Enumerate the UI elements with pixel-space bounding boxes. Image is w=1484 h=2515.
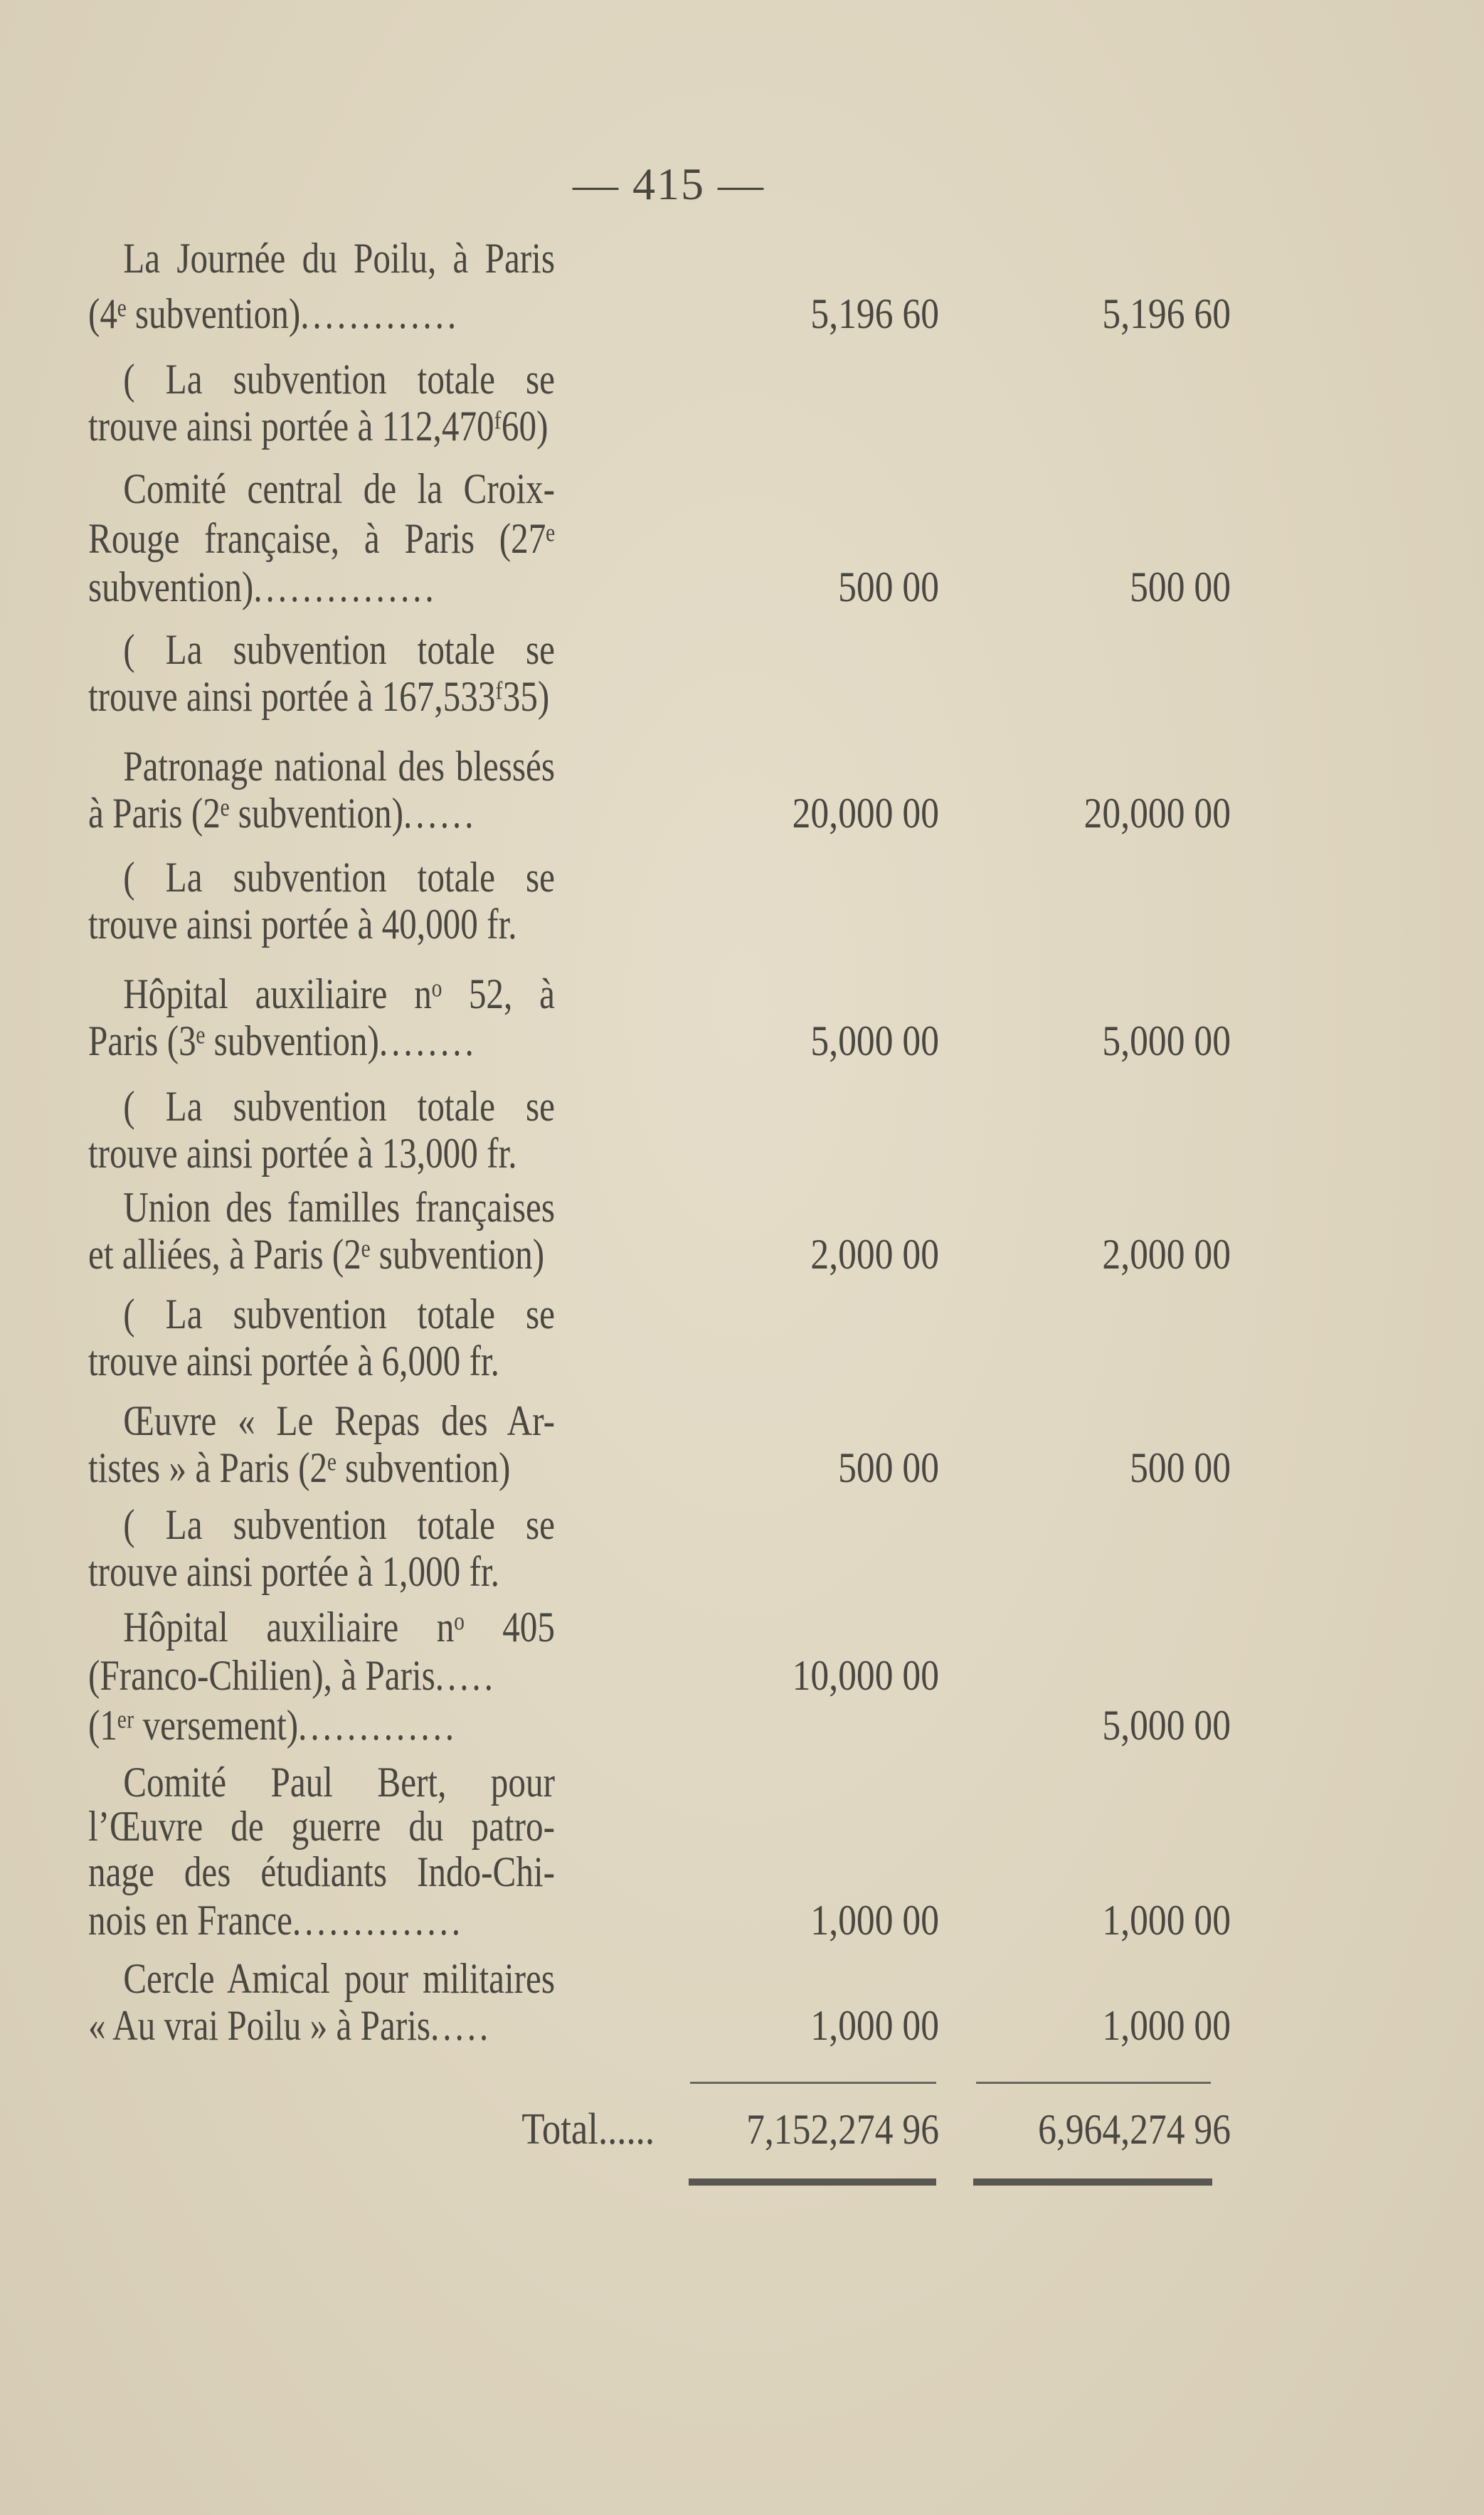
amount-column-1: 500 00: [838, 563, 939, 610]
entry-text: subvention)...............: [88, 563, 438, 610]
entry-text: Comité Paul Bert, pour: [123, 1759, 555, 1806]
amount-column-1: 10,000 00: [792, 1652, 939, 1699]
entry-text: (Franco-Chilien), à Paris.....: [88, 1652, 497, 1699]
entry-text: Patronage national des blessés: [123, 743, 555, 790]
amount-column-1: 1,000 00: [810, 2002, 939, 2049]
entry-text: et alliées, à Paris (2ᵉ subvention): [88, 1231, 545, 1278]
leader-dots: .....: [430, 2002, 492, 2049]
entry-text: Union des familles françaises: [123, 1184, 555, 1231]
note-text: trouve ainsi portée à 6,000 fr.: [88, 1338, 499, 1384]
note-text: trouve ainsi portée à 13,000 fr.: [88, 1130, 517, 1177]
leader-dots: ........: [378, 1017, 477, 1064]
note-text: ( La subvention totale se: [123, 1291, 555, 1338]
amount-column-2: 5,000 00: [1102, 1017, 1231, 1064]
amount-column-2: 2,000 00: [1102, 1231, 1231, 1278]
entry-text: à Paris (2ᵉ subvention)......: [88, 790, 477, 837]
note-text: trouve ainsi portée à 167,533ᶠ35): [88, 673, 550, 720]
leader-dots: .............: [300, 290, 460, 337]
note-text: ( La subvention totale se: [123, 356, 555, 403]
entry-text: Cercle Amical pour militaires: [123, 1955, 555, 2002]
leader-dots: ......: [598, 2105, 654, 2154]
entry-text: Comité central de la Croix-: [123, 465, 555, 512]
total-rule: [689, 2178, 936, 2186]
entry-text: Rouge française, à Paris (27ᵉ: [88, 515, 555, 562]
amount-column-2: 500 00: [1130, 1444, 1231, 1491]
note-text: ( La subvention totale se: [123, 626, 555, 673]
amount-column-1: 5,000 00: [810, 1017, 939, 1064]
entry-text: Paris (3ᵉ subvention)........: [88, 1017, 477, 1064]
leader-dots: ..............: [292, 1897, 465, 1944]
leader-dots: ......: [403, 790, 477, 837]
entry-text: nage des étudiants Indo-Chi-: [88, 1848, 555, 1895]
amount-column-1: 5,196 60: [810, 290, 939, 337]
entry-text: (4ᵉ subvention).............: [88, 290, 460, 337]
entry-text: nois en France..............: [88, 1897, 465, 1944]
total-amount-column-1: 7,152,274 96: [746, 2106, 939, 2153]
column-rule: [976, 2082, 1211, 2084]
leader-dots: ...............: [253, 563, 438, 610]
amount-column-1: 2,000 00: [810, 1231, 939, 1278]
entry-text: Œuvre « Le Repas des Ar-: [123, 1397, 555, 1444]
amount-column-1: 1,000 00: [810, 1897, 939, 1944]
amount-column-1: 500 00: [838, 1444, 939, 1491]
total-amount-column-2: 6,964,274 96: [1038, 2106, 1231, 2153]
total-label: Total......: [521, 2105, 654, 2154]
column-rule: [690, 2082, 936, 2084]
note-text: ( La subvention totale se: [123, 854, 555, 901]
note-text: ( La subvention totale se: [123, 1501, 555, 1548]
entry-text: tistes » à Paris (2ᵉ subvention): [88, 1444, 511, 1491]
leader-dots: .............: [298, 1702, 458, 1749]
entry-text: Hôpital auxiliaire nᵒ 405: [123, 1604, 555, 1651]
entry-text: (1ᵉʳ versement).............: [88, 1702, 458, 1749]
entry-text: La Journée du Poilu, à Paris: [123, 235, 555, 282]
amount-column-1: 20,000 00: [792, 790, 939, 837]
amount-column-2: 20,000 00: [1083, 790, 1231, 837]
amount-column-2: 1,000 00: [1102, 1897, 1231, 1944]
entry-text: « Au vrai Poilu » à Paris.....: [88, 2002, 492, 2049]
note-text: trouve ainsi portée à 112,470ᶠ60): [88, 403, 548, 450]
total-rule: [973, 2178, 1212, 2186]
amount-column-2: 1,000 00: [1102, 2002, 1231, 2049]
amount-column-2: 500 00: [1130, 563, 1231, 610]
note-text: trouve ainsi portée à 40,000 fr.: [88, 901, 517, 948]
entry-text: l’Œuvre de guerre du patro-: [88, 1803, 555, 1850]
leader-dots: .....: [435, 1652, 497, 1699]
amount-column-2: 5,000 00: [1102, 1702, 1231, 1749]
note-text: trouve ainsi portée à 1,000 fr.: [88, 1548, 499, 1595]
entry-text: Hôpital auxiliaire nᵒ 52, à: [123, 970, 555, 1017]
page-number: — 415 —: [573, 159, 765, 209]
note-text: ( La subvention totale se: [123, 1083, 555, 1130]
amount-column-2: 5,196 60: [1102, 290, 1231, 337]
